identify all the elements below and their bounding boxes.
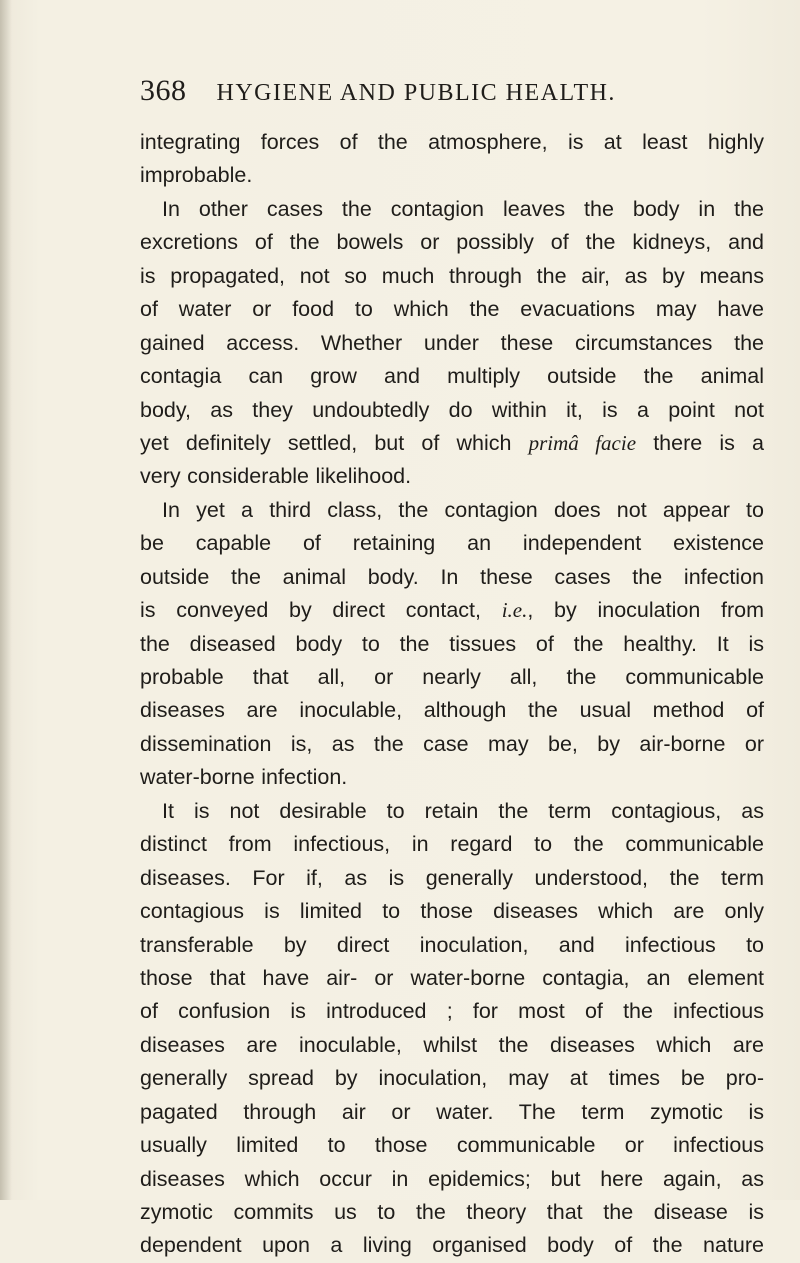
text-segment: zymotic commits us to the theory that the disease is xyxy=(140,1200,764,1224)
text-segment: probable that all, or nearly all, the communicable xyxy=(140,665,764,689)
text-line xyxy=(140,561,764,594)
text-segment: excretions of the bowels or possibly of the kidneys, and xyxy=(140,230,764,255)
text-line xyxy=(140,494,764,527)
text-line xyxy=(140,293,764,326)
text-segment: is conveyed by direct contact, xyxy=(140,598,502,623)
text-line xyxy=(140,895,764,928)
text-segment: of confusion is introduced ; for most of the infectious xyxy=(140,999,764,1024)
text-segment: dissemination is, as the case may be, by air-borne or xyxy=(140,731,764,756)
text-line xyxy=(140,828,764,861)
text-line xyxy=(140,1163,764,1196)
text-segment: diseases are inoculable, whilst the diseases which are xyxy=(140,1032,764,1057)
text-segment: those that have air- or water-borne contagia, an element xyxy=(140,965,764,990)
text-line xyxy=(140,795,764,828)
text-line xyxy=(140,761,764,794)
text-segment: very considerable likelihood. xyxy=(140,464,412,489)
text-segment: of water or food to which the evacuations may have xyxy=(140,297,764,322)
text-line xyxy=(140,1062,764,1095)
text-line xyxy=(140,728,764,761)
text-segment: integrating forces of the atmosphere, is at least highly xyxy=(140,130,764,154)
text-segment: distinct from infectious, in regard to the communicable xyxy=(140,832,764,857)
text-line xyxy=(140,694,764,727)
text-segment: body, as they undoubtedly do within it, is a point not xyxy=(140,397,764,422)
text-line xyxy=(140,159,764,192)
text-line xyxy=(140,1229,764,1262)
text-segment: diseases which occur in epidemics; but here again, as xyxy=(140,1166,764,1191)
text-segment: outside the animal body. In these cases the infection xyxy=(140,564,764,589)
text-line xyxy=(140,1129,764,1162)
text-line xyxy=(140,1096,764,1129)
text-segment: generally spread by inoculation, may at times be pro- xyxy=(140,1066,764,1091)
text-segment: pagated through air or water. The term zymotic is xyxy=(140,1099,764,1124)
text-segment: be capable of retaining an independent existence xyxy=(140,531,764,556)
text-segment: , by inoculation from xyxy=(527,598,764,623)
text-segment: yet definitely settled, but of which xyxy=(140,430,529,455)
text-segment: usually limited to those communicable or infectious xyxy=(140,1133,764,1158)
text-segment: It is not desirable to retain the term contagious, as xyxy=(162,798,764,823)
page-gutter-shadow xyxy=(0,0,12,1200)
text-line xyxy=(140,193,764,226)
text-segment: water-borne infection. xyxy=(140,765,348,790)
text-line xyxy=(140,995,764,1028)
text-line xyxy=(140,628,764,661)
text-line xyxy=(140,527,764,560)
page-number: 368 xyxy=(140,74,187,107)
italic-text: i.e. xyxy=(501,598,528,623)
text-line xyxy=(140,929,764,962)
text-segment: In other cases the contagion leaves the body in the xyxy=(162,196,764,221)
text-segment: contagia can grow and multiply outside the animal xyxy=(140,364,764,389)
text-line xyxy=(140,661,764,694)
text-line xyxy=(140,126,764,159)
running-head: HYGIENE AND PUBLIC HEALTH. xyxy=(216,80,616,106)
text-line xyxy=(140,427,764,460)
text-line xyxy=(140,862,764,895)
body-text xyxy=(140,126,764,1263)
text-line xyxy=(140,1196,764,1229)
page-header xyxy=(140,74,700,114)
text-line xyxy=(140,394,764,427)
text-line xyxy=(140,594,764,627)
text-segment: improbable. xyxy=(140,163,253,188)
text-segment: diseases are inoculable, although the usual method of xyxy=(140,698,764,723)
text-segment: the diseased body to the tissues of the healthy. It is xyxy=(140,631,764,656)
text-line xyxy=(140,327,764,360)
text-line xyxy=(140,226,764,259)
text-line xyxy=(140,360,764,393)
text-segment: transferable by direct inoculation, and infectious to xyxy=(140,932,764,957)
text-segment: diseases. For if, as is generally understood, the term xyxy=(140,865,764,890)
text-segment: In yet a third class, the contagion does not appear to xyxy=(162,497,764,522)
text-line xyxy=(140,460,764,493)
text-segment: is propagated, not so much through the air, as by means xyxy=(140,263,764,288)
text-segment: contagious is limited to those diseases which are only xyxy=(140,899,764,924)
text-segment: there is a xyxy=(636,430,764,455)
text-line xyxy=(140,962,764,995)
italic-text: primâ facie xyxy=(528,430,637,455)
text-line xyxy=(140,260,764,293)
text-segment: gained access. Whether under these circumstances the xyxy=(140,330,764,355)
text-segment: dependent upon a living organised body of the nature xyxy=(140,1233,764,1258)
text-line xyxy=(140,1029,764,1062)
